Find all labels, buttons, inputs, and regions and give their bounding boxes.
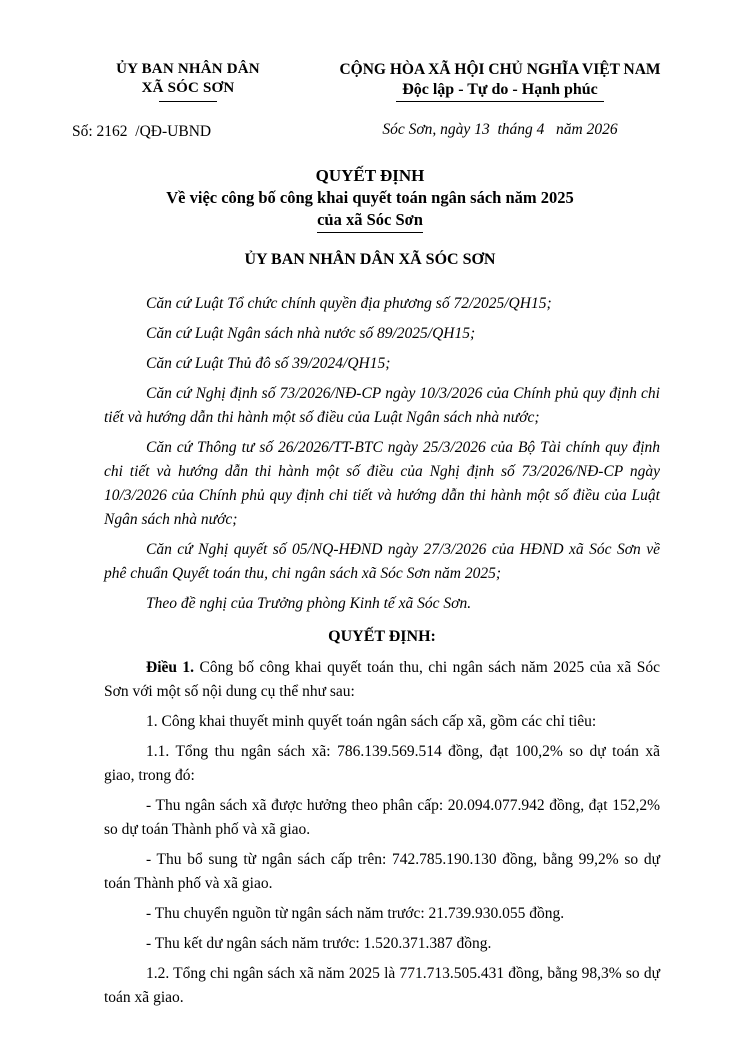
legal-basis-section bbox=[104, 292, 660, 616]
body-paragraph: - Thu bổ sung từ ngân sách cấp trên: 742.785.190.130 đồng, bằng 99,2% so dự toán Thành phố và xã giao. bbox=[104, 851, 660, 892]
legal-basis-paragraph: Căn cứ Luật Ngân sách nhà nước số 89/2025/QH15; bbox=[146, 325, 476, 342]
place-date-line: Sóc Sơn, ngày 13 tháng 4 năm 2026 bbox=[382, 121, 618, 138]
body-paragraph: 1.2. Tổng chi ngân sách xã năm 2025 là 771.713.505.431 đồng, bằng 98,3% so dự toán xã giao. bbox=[104, 965, 660, 1006]
article-1-text: Công bố công khai quyết toán thu, chi ngân sách năm 2025 của xã Sóc Sơn với một số nội dung cụ thể như sau: bbox=[104, 659, 660, 700]
document-subject-line2: của xã Sóc Sơn bbox=[317, 209, 423, 233]
legal-basis-paragraph: Căn cứ Luật Tổ chức chính quyền địa phương số 72/2025/QH15; bbox=[146, 295, 552, 312]
document-body bbox=[0, 292, 740, 1010]
document-number: Số: 2162 /QĐ-UBND bbox=[72, 123, 212, 140]
document-subject-line1: Về việc công bố công khai quyết toán ngân sách năm 2025 bbox=[166, 188, 574, 207]
decision-heading: QUYẾT ĐỊNH: bbox=[328, 628, 436, 645]
body-paragraph: 1. Công khai thuyết minh quyết toán ngân sách cấp xã, gồm các chỉ tiêu: bbox=[146, 713, 597, 730]
document-type-title: QUYẾT ĐỊNH bbox=[315, 166, 425, 185]
motto-underline bbox=[396, 101, 604, 102]
article-1-paragraph bbox=[104, 656, 660, 704]
issuing-org-name: ỦY BAN NHÂN DÂN bbox=[116, 61, 260, 77]
body-paragraph: - Thu chuyển nguồn từ ngân sách năm trước: 21.739.930.055 đồng. bbox=[146, 905, 565, 922]
body-paragraph: - Thu kết dư ngân sách năm trước: 1.520.371.387 đồng. bbox=[146, 935, 492, 952]
national-header-block bbox=[322, 60, 678, 141]
org-underline bbox=[159, 101, 217, 102]
legal-basis-paragraph: Căn cứ Nghị quyết số 05/NQ-HĐND ngày 27/3/2026 của HĐND xã Sóc Sơn về phê chuẩn Quyết toán thu, chi ngân sách xã Sóc Sơn năm 2025; bbox=[104, 541, 660, 582]
issuing-org-block bbox=[72, 60, 304, 141]
document-title-block bbox=[0, 164, 740, 233]
proposal-paragraph: Theo đề nghị của Trưởng phòng Kinh tế xã Sóc Sơn. bbox=[146, 595, 472, 612]
legal-basis-paragraph: Căn cứ Thông tư số 26/2026/TT-BTC ngày 25/3/2026 của Bộ Tài chính quy định chi tiết và hướng dẫn thi hành một số điều của Nghị định số 73/2026/NĐ-CP ngày 10/3/2026 của Chính phủ quy định chi tiết và hướng dẫn thi hành một số điều của Luật Ngân sách nhà nước; bbox=[104, 439, 660, 528]
body-paragraph: - Thu ngân sách xã được hưởng theo phân cấp: 20.094.077.942 đồng, đạt 152,2% so dự toán Thành phố và xã giao. bbox=[104, 797, 660, 838]
article-1-label: Điều 1. bbox=[146, 659, 195, 676]
document-header bbox=[0, 0, 740, 141]
national-motto: Độc lập - Tự do - Hạnh phúc bbox=[402, 81, 598, 98]
national-title: CỘNG HÒA XÃ HỘI CHỦ NGHĨA VIỆT NAM bbox=[339, 61, 661, 78]
body-paragraph: 1.1. Tổng thu ngân sách xã: 786.139.569.514 đồng, đạt 100,2% so dự toán xã giao, trong đó: bbox=[104, 743, 660, 784]
issuing-authority-line: ỦY BAN NHÂN DÂN XÃ SÓC SƠN bbox=[244, 251, 496, 268]
legal-basis-paragraph: Căn cứ Luật Thủ đô số 39/2024/QH15; bbox=[146, 355, 391, 372]
issuing-org-unit: XÃ SÓC SƠN bbox=[141, 80, 235, 96]
legal-basis-paragraph: Căn cứ Nghị định số 73/2026/NĐ-CP ngày 10/3/2026 của Chính phủ quy định chi tiết và hướng dẫn thi hành một số điều của Luật Ngân sách nhà nước; bbox=[104, 385, 660, 426]
